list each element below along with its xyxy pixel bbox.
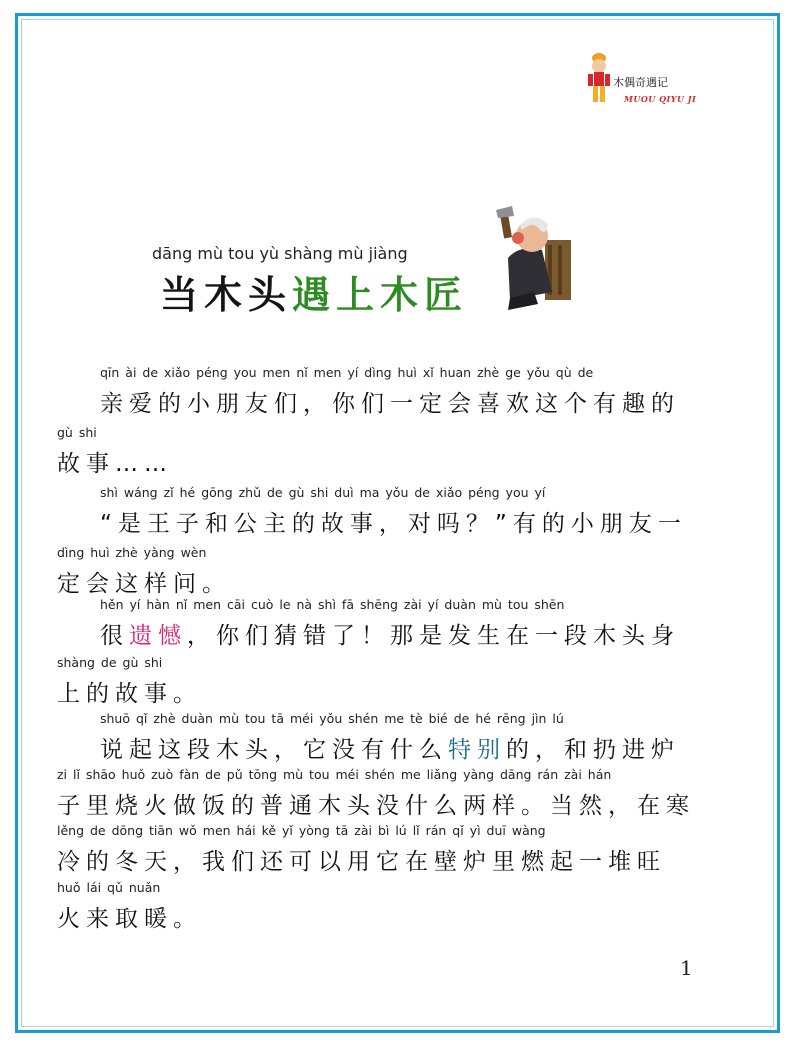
- hanzi-line-2: 故事……: [57, 451, 173, 477]
- pinyin-line-8: zi lǐ shāo huǒ zuò fàn de pǔ tōng mù tou méi shén me liǎng yàng dāng rán zài hán: [57, 767, 612, 782]
- hanzi-line-7-a: 说起这段木头，它没有什么: [100, 737, 448, 763]
- hanzi-line-1: 亲爱的小朋友们，你们一定会喜欢这个有趣的: [100, 391, 680, 417]
- chapter-title-pinyin: dāng mù tou yù shàng mù jiàng: [152, 244, 408, 263]
- pinyin-line-5: hěn yí hàn nǐ men cāi cuò le nà shì fā shēng zài yí duàn mù tou shēn: [100, 597, 565, 612]
- chapter-title-part2: 遇上木匠: [292, 273, 469, 317]
- hanzi-line-10: 火来取暖。: [57, 906, 202, 932]
- pinyin-line-10: huǒ lái qǔ nuǎn: [57, 880, 161, 895]
- page-number: 1: [680, 956, 693, 980]
- pinyin-line-2: gù shi: [57, 425, 97, 440]
- highlight-word-special: 特别: [448, 737, 506, 763]
- book-subtitle: MUOU QIYU JI: [624, 94, 697, 104]
- chapter-title: [160, 272, 490, 318]
- book-title: 木偶奇遇记: [613, 76, 668, 89]
- pinyin-line-4: dìng huì zhè yàng wèn: [57, 545, 207, 560]
- hanzi-line-7: [100, 731, 680, 764]
- hanzi-line-5-c: ，你们猜错了！那是发生在一段木头身: [187, 623, 680, 649]
- hanzi-line-5-a: 很: [100, 623, 129, 649]
- highlight-word-regret: 遗憾: [129, 623, 187, 649]
- carpenter-illustration: [490, 200, 585, 315]
- hanzi-line-8: 子里烧火做饭的普通木头没什么两样。当然，在寒: [57, 793, 695, 819]
- pinyin-line-1: qīn ài de xiǎo péng you men nǐ men yí dìng huì xǐ huan zhè ge yǒu qù de: [100, 365, 594, 380]
- pinyin-line-6: shàng de gù shi: [57, 655, 163, 670]
- pinyin-line-9: lěng de dōng tiān wǒ men hái kě yǐ yòng tā zài bì lú lǐ rán qǐ yì duī wàng: [57, 823, 546, 838]
- hanzi-line-5: [100, 617, 680, 650]
- hanzi-line-7-c: 的，和扔进炉: [506, 737, 680, 763]
- chapter-title-part1: 当木头: [160, 273, 293, 317]
- hanzi-line-6: 上的故事。: [57, 681, 202, 707]
- hanzi-line-3: “是王子和公主的故事，对吗？”有的小朋友一: [100, 511, 687, 537]
- hanzi-line-9: 冷的冬天，我们还可以用它在壁炉里燃起一堆旺: [57, 849, 666, 875]
- pinyin-line-3: shì wáng zǐ hé gōng zhǔ de gù shi duì ma yǒu de xiǎo péng you yí: [100, 485, 546, 500]
- pinyin-line-7: shuō qǐ zhè duàn mù tou tā méi yǒu shén me tè bié de hé rēng jìn lú: [100, 711, 564, 726]
- hanzi-line-4: 定会这样问。: [57, 571, 231, 597]
